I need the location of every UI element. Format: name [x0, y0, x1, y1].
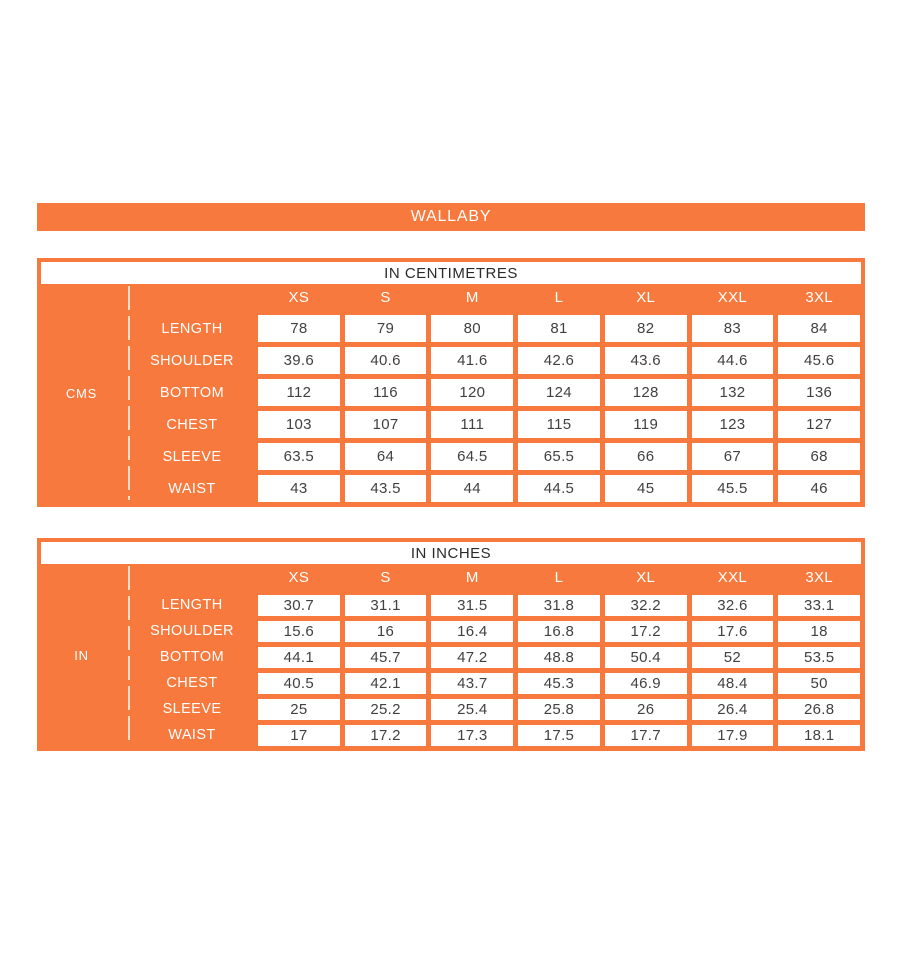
measurement-value-cell: 16.8: [518, 621, 600, 643]
size-column-header: M: [465, 288, 479, 306]
measurement-row-label: LENGTH: [161, 597, 223, 614]
measurement-value-cell: 132: [692, 379, 774, 406]
measurement-value-cell: 43.7: [431, 673, 513, 695]
measurement-row-label: SLEEVE: [162, 701, 222, 718]
size-column-header: L: [554, 568, 564, 586]
measurement-value-cell: 66: [605, 443, 687, 470]
measurement-value-cell: 78: [258, 315, 340, 342]
size-column-header: 3XL: [805, 568, 833, 586]
measurement-value-cell: 25: [258, 699, 340, 721]
measurement-value-cell: 63.5: [258, 443, 340, 470]
measurement-value-cell: 16.4: [431, 621, 513, 643]
size-column-header: XXL: [717, 288, 748, 306]
table-title: IN INCHES: [410, 544, 492, 562]
measurement-value-cell: 45.6: [778, 347, 860, 374]
measurement-value-cell: 46.9: [605, 673, 687, 695]
table-title-bar: [41, 262, 861, 284]
measurement-value-cell: 40.6: [345, 347, 427, 374]
measurement-value-cell: 17.5: [518, 725, 600, 747]
unit-label-cell: CMS: [37, 284, 126, 502]
measurement-value-cell: 16: [345, 621, 427, 643]
measurement-value-cell: 82: [605, 315, 687, 342]
measurement-value-cell: 17.2: [345, 725, 427, 747]
measurement-value-cell: 119: [605, 411, 687, 438]
measurement-value-cell: 128: [605, 379, 687, 406]
measurement-value-cell: 53.5: [778, 647, 860, 669]
measurement-row-label: BOTTOM: [159, 384, 225, 401]
measurement-value-cell: 43.5: [345, 475, 427, 502]
measurement-value-cell: 30.7: [258, 595, 340, 617]
measurement-value-cell: 17.6: [692, 621, 774, 643]
measurement-value-cell: 44.6: [692, 347, 774, 374]
centimetres-size-table: [37, 258, 865, 507]
measurement-value-cell: 32.6: [692, 595, 774, 617]
table-title-bar: [41, 542, 861, 564]
measurement-value-cell: 41.6: [431, 347, 513, 374]
measurement-value-cell: 42.6: [518, 347, 600, 374]
product-name: WALLABY: [410, 208, 492, 225]
measurement-value-cell: 123: [692, 411, 774, 438]
size-column-header: XS: [288, 288, 310, 306]
measurement-value-cell: 115: [518, 411, 600, 438]
measurement-value-cell: 25.8: [518, 699, 600, 721]
measurement-value-cell: 127: [778, 411, 860, 438]
measurement-value-cell: 45.5: [692, 475, 774, 502]
size-column-header: M: [465, 568, 479, 586]
unit-label-cell: IN: [37, 564, 126, 746]
inches-size-table: [37, 538, 865, 751]
measurement-value-cell: 124: [518, 379, 600, 406]
measurement-row-label: SLEEVE: [162, 448, 222, 465]
size-column-header: S: [380, 288, 391, 306]
measurement-value-cell: 52: [692, 647, 774, 669]
size-column-header: 3XL: [805, 288, 833, 306]
measurement-value-cell: 81: [518, 315, 600, 342]
size-column-header: XS: [288, 568, 310, 586]
measurement-value-cell: 79: [345, 315, 427, 342]
measurement-value-cell: 33.1: [778, 595, 860, 617]
measurement-value-cell: 17.2: [605, 621, 687, 643]
measurement-value-cell: 25.2: [345, 699, 427, 721]
measurement-value-cell: 26.8: [778, 699, 860, 721]
measurement-value-cell: 103: [258, 411, 340, 438]
measurement-value-cell: 17.9: [692, 725, 774, 747]
measurement-value-cell: 65.5: [518, 443, 600, 470]
measurement-value-cell: 18.1: [778, 725, 860, 747]
measurement-row-label: SHOULDER: [150, 623, 234, 640]
measurement-value-cell: 39.6: [258, 347, 340, 374]
measurement-value-cell: 112: [258, 379, 340, 406]
measurement-value-cell: 64: [345, 443, 427, 470]
measurement-value-cell: 47.2: [431, 647, 513, 669]
measurement-value-cell: 17.3: [431, 725, 513, 747]
measurement-value-cell: 17.7: [605, 725, 687, 747]
measurement-value-cell: 45: [605, 475, 687, 502]
measurement-value-cell: 44: [431, 475, 513, 502]
measurement-value-cell: 48.8: [518, 647, 600, 669]
measurement-value-cell: 15.6: [258, 621, 340, 643]
measurement-value-cell: 45.7: [345, 647, 427, 669]
size-column-header: S: [380, 568, 391, 586]
measurement-value-cell: 42.1: [345, 673, 427, 695]
product-name-banner: [37, 203, 865, 231]
measurement-value-cell: 84: [778, 315, 860, 342]
measurement-value-cell: 32.2: [605, 595, 687, 617]
measurement-value-cell: 44.1: [258, 647, 340, 669]
measurement-value-cell: 83: [692, 315, 774, 342]
measurement-value-cell: 43.6: [605, 347, 687, 374]
measurement-value-cell: 31.5: [431, 595, 513, 617]
measurement-value-cell: 80: [431, 315, 513, 342]
measurement-value-cell: 111: [431, 411, 513, 438]
measurement-value-cell: 50: [778, 673, 860, 695]
measurement-row-label: LENGTH: [161, 320, 223, 337]
measurement-value-cell: 43: [258, 475, 340, 502]
measurement-value-cell: 40.5: [258, 673, 340, 695]
measurement-value-cell: 18: [778, 621, 860, 643]
measurement-row-label: WAIST: [168, 727, 216, 744]
measurement-row-label: CHEST: [166, 416, 218, 433]
measurement-value-cell: 31.8: [518, 595, 600, 617]
measurement-value-cell: 44.5: [518, 475, 600, 502]
measurement-value-cell: 48.4: [692, 673, 774, 695]
measurement-value-cell: 50.4: [605, 647, 687, 669]
size-column-header: XL: [636, 288, 656, 306]
measurement-value-cell: 120: [431, 379, 513, 406]
size-column-header: L: [554, 288, 564, 306]
measurement-value-cell: 68: [778, 443, 860, 470]
measurement-row-label: WAIST: [168, 480, 216, 497]
measurement-value-cell: 64.5: [431, 443, 513, 470]
measurement-value-cell: 31.1: [345, 595, 427, 617]
measurement-value-cell: 26.4: [692, 699, 774, 721]
size-column-header: XL: [636, 568, 656, 586]
measurement-value-cell: 17: [258, 725, 340, 747]
measurement-value-cell: 67: [692, 443, 774, 470]
measurement-value-cell: 45.3: [518, 673, 600, 695]
measurement-value-cell: 136: [778, 379, 860, 406]
measurement-row-label: CHEST: [166, 675, 218, 692]
measurement-row-label: BOTTOM: [159, 649, 225, 666]
measurement-value-cell: 116: [345, 379, 427, 406]
table-title: IN CENTIMETRES: [384, 264, 518, 282]
measurement-value-cell: 25.4: [431, 699, 513, 721]
table-body: [37, 564, 865, 751]
measurement-value-cell: 46: [778, 475, 860, 502]
measurement-value-cell: 26: [605, 699, 687, 721]
table-body: [37, 284, 865, 507]
size-column-header: XXL: [717, 568, 748, 586]
measurement-value-cell: 107: [345, 411, 427, 438]
measurement-row-label: SHOULDER: [150, 352, 234, 369]
